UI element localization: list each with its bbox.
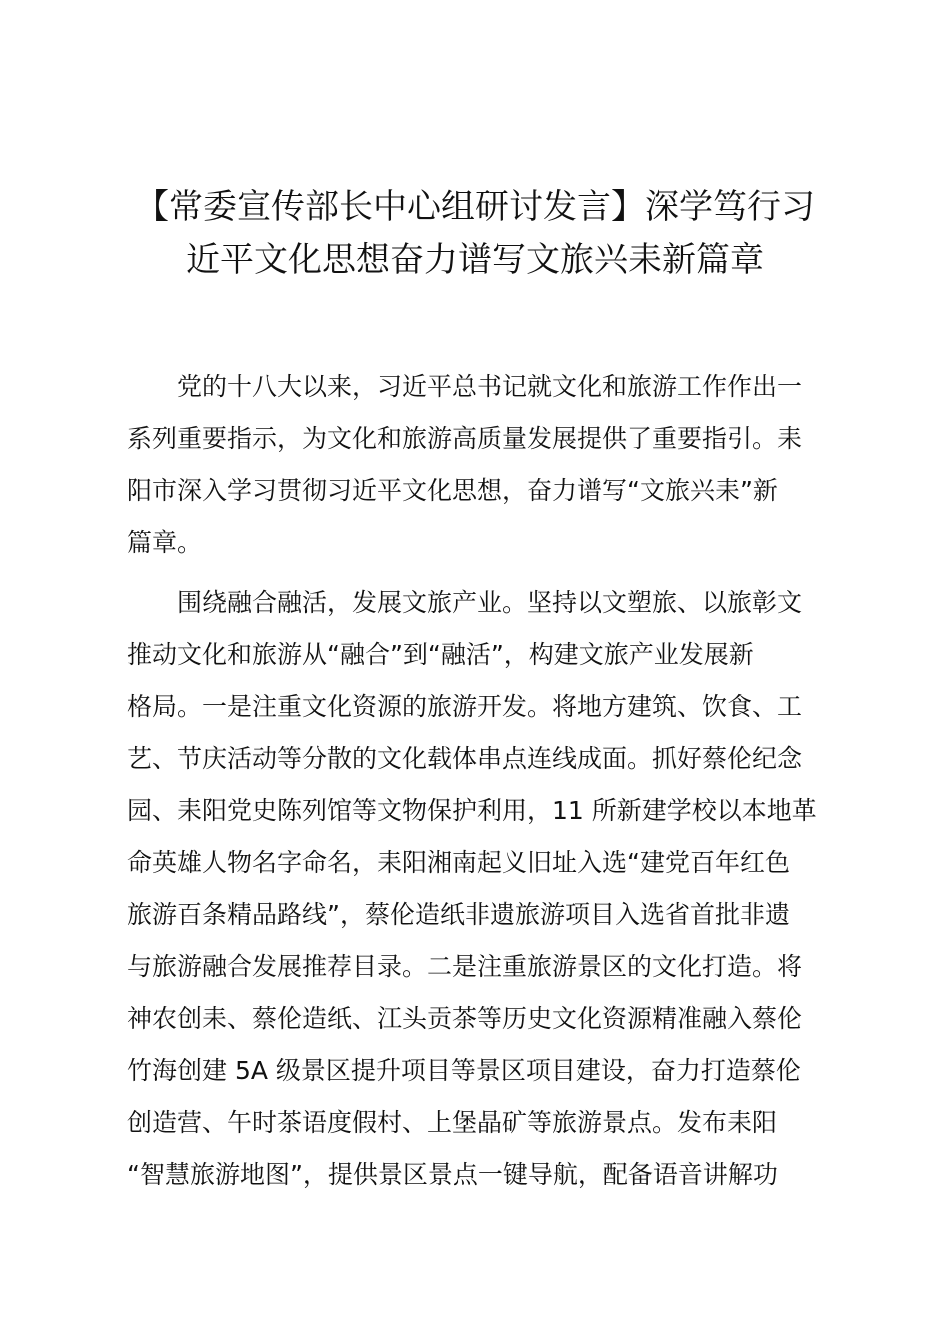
document-title	[110, 181, 840, 287]
paragraph-line: 神农创耒、蔡伦造纸、江头贡茶等历史文化资源精准融入蔡伦	[127, 1004, 803, 1033]
paragraph-2	[127, 577, 832, 1201]
paragraph-1	[127, 361, 832, 569]
paragraph-line: 篇章。	[127, 528, 203, 557]
title-line-2: 近平文化思想奋力谱写文旅兴耒新篇章	[186, 240, 764, 280]
paragraph-line: 命英雄人物名字命名，耒阳湘南起义旧址入选“建党百年红色	[127, 848, 790, 877]
paragraph-line: 与旅游融合发展推荐目录。二是注重旅游景区的文化打造。将	[127, 952, 803, 981]
paragraph-line: 围绕融合融活，发展文旅产业。坚持以文塑旅、以旅彰文	[177, 588, 803, 617]
title-line-1: 【常委宣传部长中心组研讨发言】深学笃行习	[135, 187, 815, 227]
paragraph-line: 艺、节庆活动等分散的文化载体串点连线成面。抓好蔡伦纪念	[127, 744, 803, 773]
paragraph-line: 园、耒阳党史陈列馆等文物保护利用，11 所新建学校以本地革	[127, 796, 817, 825]
paragraph-line: 竹海创建 5A 级景区提升项目等景区项目建设，奋力打造蔡伦	[127, 1056, 801, 1085]
paragraph-line: 系列重要指示，为文化和旅游高质量发展提供了重要指引。耒	[127, 424, 803, 453]
paragraph-line: “智慧旅游地图”，提供景区景点一键导航，配备语音讲解功	[127, 1160, 778, 1189]
paragraph-line: 推动文化和旅游从“融合”到“融活”，构建文旅产业发展新	[127, 640, 754, 669]
paragraph-line: 格局。一是注重文化资源的旅游开发。将地方建筑、饮食、工	[127, 692, 803, 721]
paragraph-line: 旅游百条精品路线”，蔡伦造纸非遗旅游项目入选省首批非遗	[127, 900, 790, 929]
paragraph-line: 党的十八大以来，习近平总书记就文化和旅游工作作出一	[177, 372, 803, 401]
paragraph-line: 创造营、午时茶语度假村、上堡晶矿等旅游景点。发布耒阳	[127, 1108, 778, 1137]
paragraph-line: 阳市深入学习贯彻习近平文化思想，奋力谱写“文旅兴耒”新	[127, 476, 778, 505]
